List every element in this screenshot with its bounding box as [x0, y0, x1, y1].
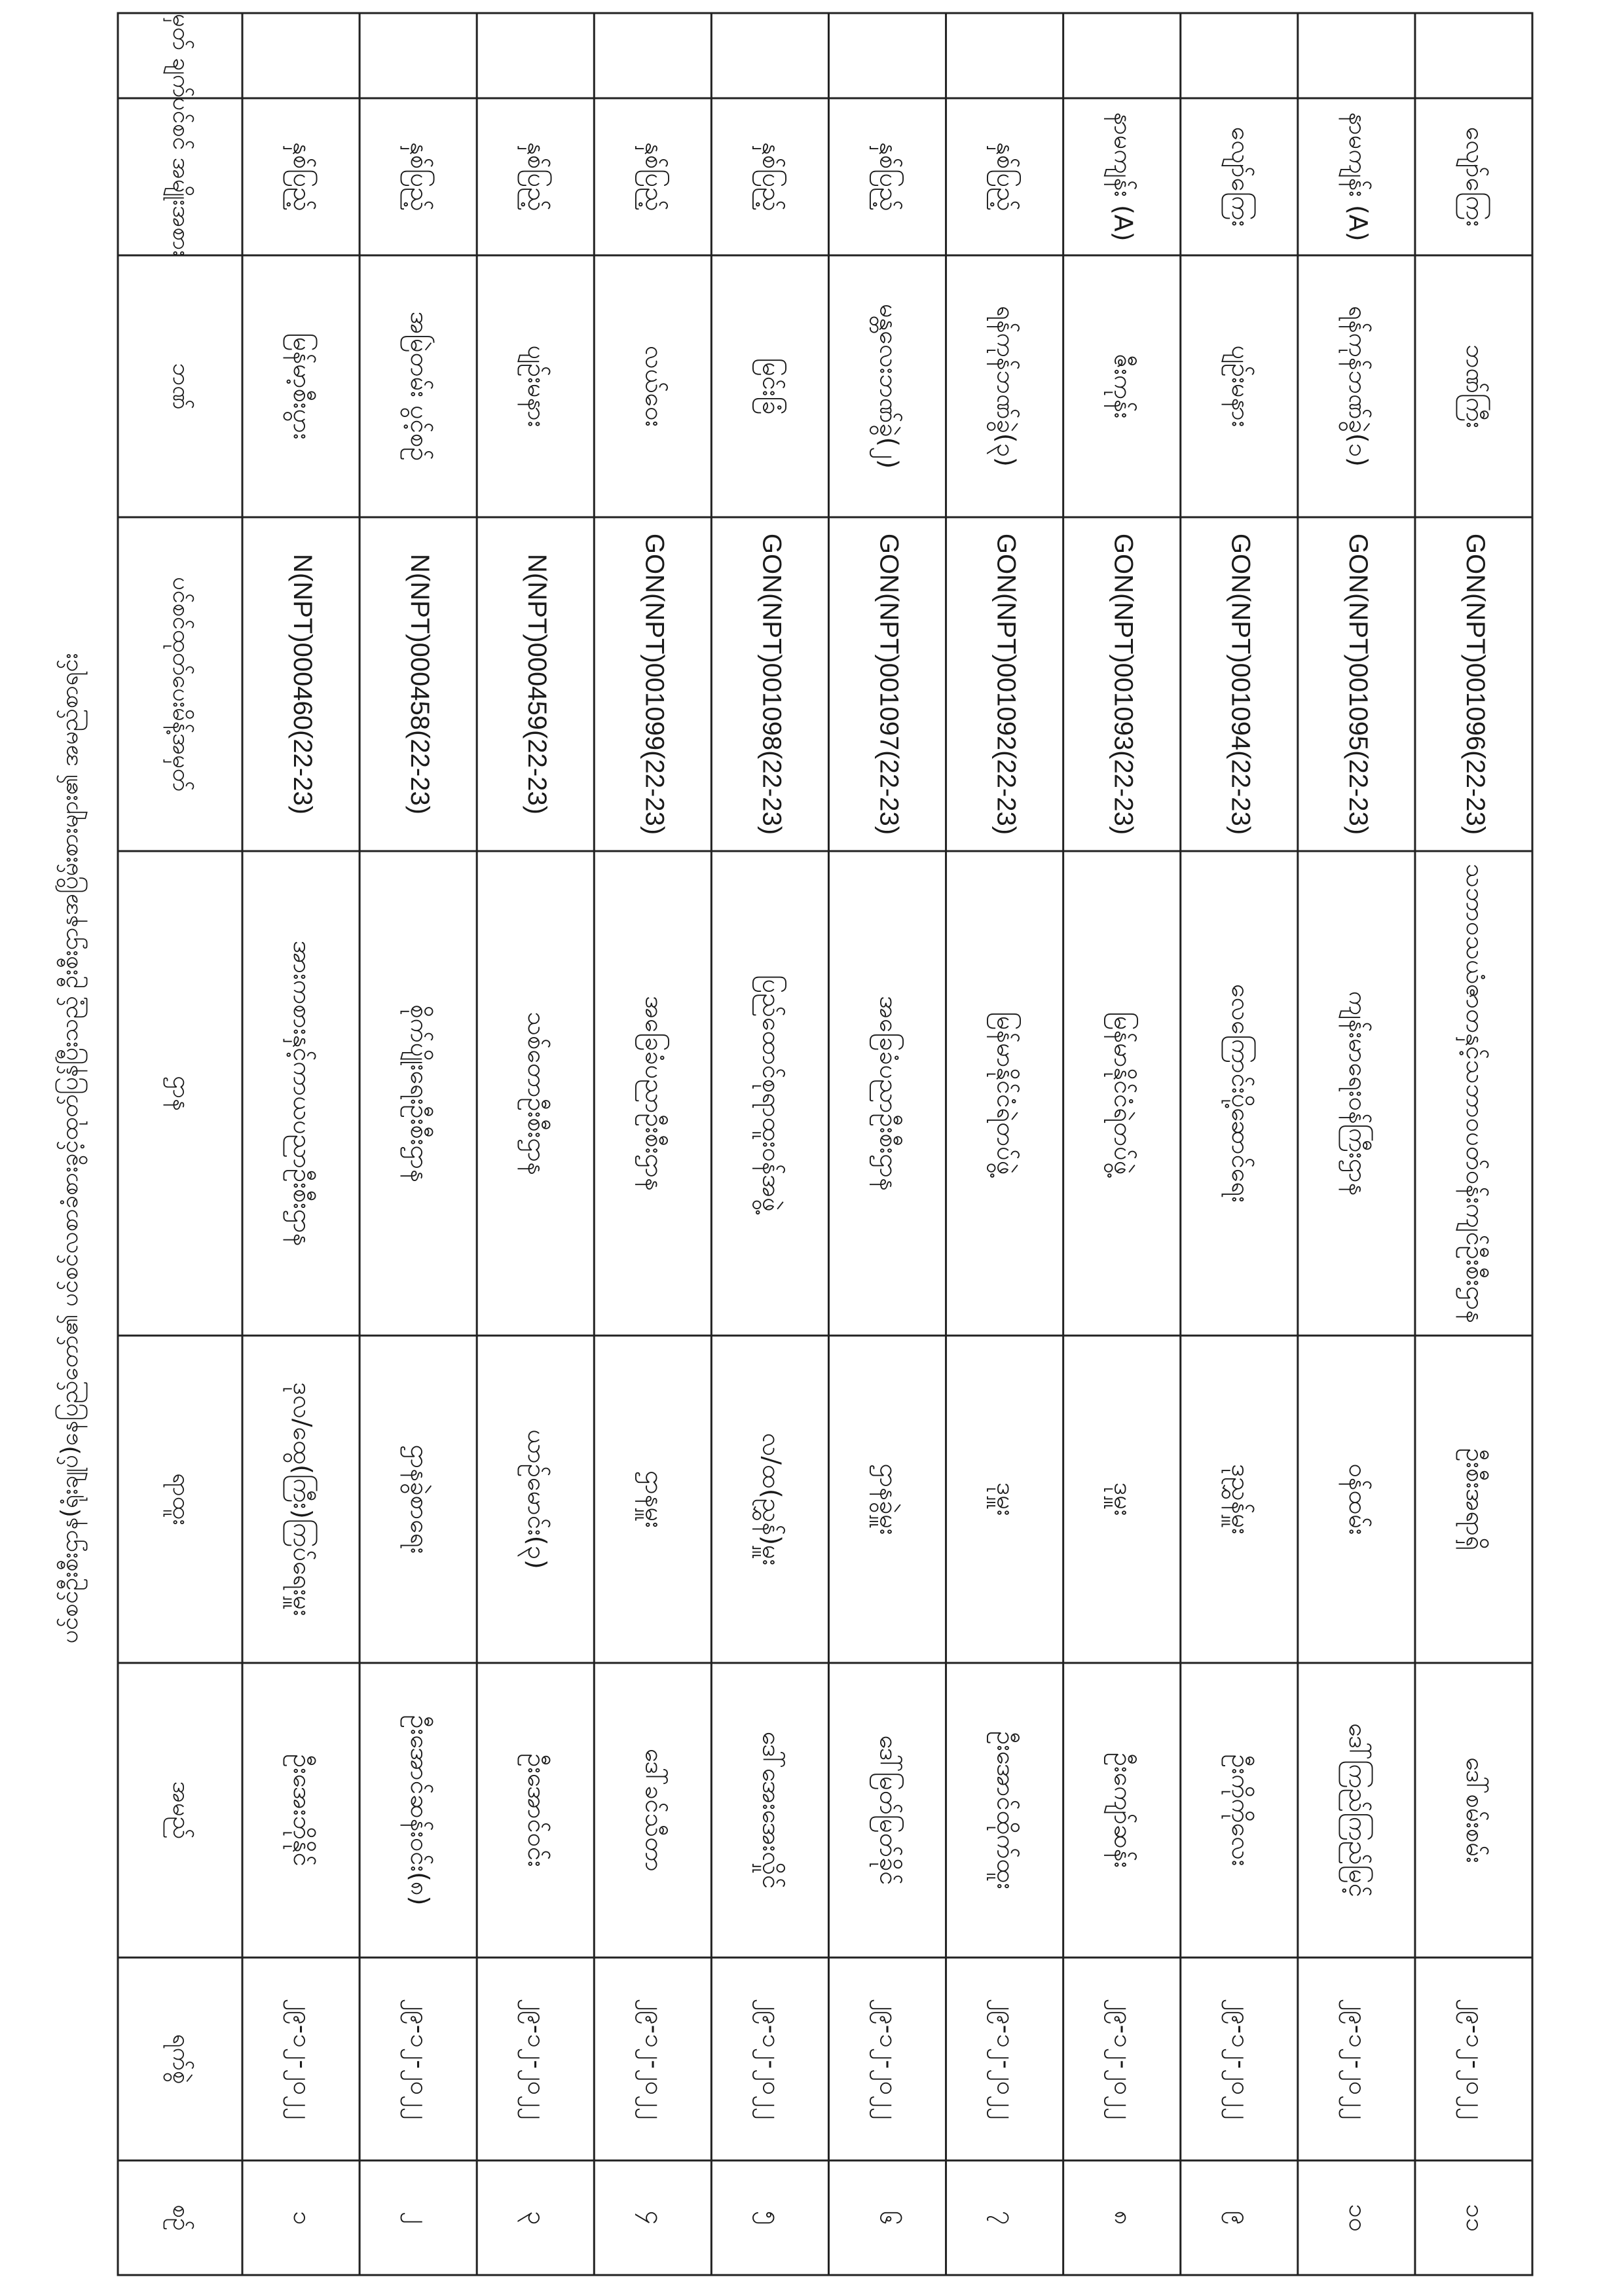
cell-name: ဦးအောင်ထိုက်ထူး: [991, 1731, 1021, 1889]
cell-pension-type: နာမကျန်း (A): [1109, 112, 1138, 242]
cell-pension-type: နှစ်ပြည့်: [640, 142, 669, 211]
cell-department: မြန်မာနိုင်ငံရဲတပ်ဖွဲ့: [991, 1011, 1021, 1175]
cell-department: ပြည်ထောင်စုရာထူးဝန်အဖွဲ့: [757, 975, 786, 1212]
cell-date: ၂၉-၁၂-၂၀၂၂: [1460, 1998, 1490, 2120]
cell-bank: မြင်းခြံ: [757, 357, 786, 415]
cell-order-no: GON(NPT)001097(22-23): [874, 533, 904, 835]
cell-pension-type: နာမကျန်း (A): [1343, 112, 1373, 242]
cell-pension-type: နှစ်ပြည့်: [523, 142, 552, 211]
cell-department: အခြေခံပညာဦးစီးဌာန: [874, 996, 904, 1191]
cell-bank: ရန်ကုန်ဘဏ်ခွဲ(၃): [991, 306, 1021, 467]
cell-position: ဌာနခွဲမှူး: [874, 1463, 904, 1535]
cell-department: ကျန်းမာရေးဝန်ကြီးဌာန: [1343, 991, 1373, 1196]
cell-serial-no: ၆: [874, 2210, 904, 2225]
header-name: အမည်: [168, 1781, 194, 1840]
cell-order-no: GON(NPT)001092(22-23): [991, 533, 1021, 835]
cell-serial-no: ၉: [1226, 2210, 1255, 2225]
cell-bank: လယ်ဝေး: [640, 345, 669, 428]
cell-position: ဝန်ထမ်း: [1343, 1463, 1373, 1535]
cell-department: သစ်တောဦးစီးဌာန: [523, 1011, 552, 1175]
cell-bank: ပျဉ်းမနား: [523, 345, 552, 428]
header-order-no: ပင်စင်ထုတ်ပေးမိန့်အမှတ်: [168, 577, 194, 792]
cell-date: ၂၉-၁၂-၂၀၂၂: [288, 1998, 318, 2120]
cell-department: အားကစားနှင့်ကာယပညာဦးစီးဌာန: [288, 940, 318, 1247]
cell-serial-no: ၈: [1109, 2210, 1138, 2225]
header-pension-type: ပင်စင် အမျိုးအစား: [168, 97, 194, 257]
cell-date: ၂၉-၁၂-၂၀၂၂: [757, 1998, 786, 2120]
cell-order-no: N(NPT)000458(22-23): [405, 554, 435, 814]
cell-department: မြန်မာနိုင်ငံရဲတပ်ဖွဲ့: [1109, 1011, 1138, 1175]
cell-order-no: GON(NPT)001093(22-23): [1109, 533, 1138, 835]
cell-pension-type: နှစ်ပြည့်: [991, 142, 1021, 211]
document-title: ပင်စင်ဦးစီးဌာန(ရုံးချုပ်)နေပြည်တော်၏ ပင်စင်လစာခံစားခွင့်ထုတ်ပြန်ပြီးသည့် ဦးစီးဌာနအပြိမ်းစားများ၏ အမည်စာရင်း: [56, 653, 83, 1644]
cell-pension-type: နှစ်ပြည့်: [757, 142, 786, 211]
cell-order-no: N(NPT)000460(22-23): [287, 554, 317, 814]
cell-name: ဒေါ်ခင်သီတာ: [640, 1749, 669, 1872]
cell-name: ဦးအေးဘိုနိုင်: [288, 1754, 318, 1867]
cell-pension-type: နှစ်ပြည့်: [874, 142, 904, 211]
header-date: ရက်စွဲ: [168, 2033, 194, 2085]
cell-department: အခြေခံပညာဦးစီးဌာန: [640, 996, 669, 1191]
cell-order-no: GON(NPT)001099(22-23): [640, 533, 669, 835]
cell-date: ၂၉-၁၂-၂၀၂၂: [1226, 1998, 1255, 2120]
header-position: ရာထူး: [168, 1473, 194, 1525]
cell-name: ဒေါ်စမ်းစမ်း: [1460, 1757, 1490, 1863]
cell-order-no: GON(NPT)001098(22-23): [757, 533, 786, 835]
cell-name: ဦးအောင်ဆန်းဝင်း(၈): [405, 1715, 435, 1906]
cell-position: ဒုမှူး: [1109, 1482, 1138, 1516]
cell-bank: ပျဉ်းမနား: [1226, 345, 1255, 428]
cell-serial-no: ၅: [757, 2210, 786, 2225]
cell-date: ၂၉-၁၂-၂၀၂၂: [874, 1998, 904, 2120]
cell-serial-no: ၁: [288, 2210, 318, 2225]
cell-position: ဌာနမှူး: [640, 1470, 669, 1528]
cell-bank: မန္တလေးဘဏ်ခွဲ(၂): [874, 304, 904, 469]
cell-order-no: GON(NPT)001096(22-23): [1460, 533, 1490, 835]
cell-position: ယာဉ်မောင်း(၃): [523, 1429, 552, 1569]
cell-name: ဒေါ်အေးအေးလှိုင်: [757, 1731, 786, 1889]
cell-pension-type: နှစ်ပြည့်: [288, 142, 318, 211]
cell-order-no: GON(NPT)001094(22-23): [1226, 533, 1255, 835]
cell-serial-no: ၇: [991, 2210, 1021, 2225]
cell-pension-type: လျော်ကြေး: [1460, 126, 1490, 227]
cell-date: ၂၉-၁၂-၂၀၂၂: [991, 1998, 1021, 2120]
cell-date: ၂၉-၁၂-၂၀၂၂: [1343, 1998, 1373, 2120]
cell-order-no: N(NPT)000459(22-23): [523, 554, 552, 814]
cell-date: ၂၉-၁၂-၂၀၂၂: [523, 1998, 552, 2120]
cell-department: သဘာဝသယံဇာတနှင့်သဘာဝပတ်ဝန်းကျင်ဦးစီးဌာန: [1460, 864, 1490, 1323]
header-department: ဌာန: [168, 1076, 194, 1111]
cell-name: ဦးကိုကိုလေး: [1226, 1754, 1255, 1867]
cell-serial-no: ၁၁: [1460, 2204, 1490, 2232]
cell-position: ဒုမှူး: [991, 1482, 1021, 1516]
cell-bank: အမြဲတမ်း ပွင့်စဉ်: [405, 311, 435, 462]
cell-serial-no: ၃: [523, 2210, 552, 2225]
cell-bank: ရန်ကုန်ဘဏ်ခွဲ(၁): [1343, 306, 1373, 467]
cell-serial-no: ၁၀: [1343, 2204, 1373, 2232]
cell-bank: မြန်မာ့စီးပွား: [288, 333, 318, 440]
cell-date: ၂၉-၁၂-၂၀၂၂: [405, 1998, 435, 2120]
cell-date: ၂၉-၁၂-၂၀၂၂: [640, 1998, 669, 2120]
cell-bank: ဇီးကုန်း: [1109, 354, 1138, 419]
cell-name: ဒေါ်မြတ်မြတ်ခိုင်: [874, 1735, 904, 1886]
cell-position: ဌာနခွဲစာရေး: [405, 1444, 435, 1554]
cell-date: ၂၉-၁၂-၂၀၂၂: [1109, 1998, 1138, 2120]
header-remark: မှတ် ချက်: [168, 13, 194, 98]
cell-position: ဒုညွှန်မှူး: [1226, 1464, 1255, 1535]
cell-bank: ဘဏ်ကြီး: [1460, 344, 1490, 429]
cell-position: လ/ထ(ညွှန်)မှူး: [757, 1432, 786, 1566]
header-bank: ဘဏ်: [168, 363, 194, 410]
header-serial-no: စဉ်: [168, 2204, 194, 2231]
cell-name: ဦးအောင်ဝင်း: [523, 1753, 552, 1867]
cell-position: ဒုလ/ထွေ(ကြီး)ကြပ်ရေးမှူး: [288, 1382, 318, 1616]
cell-department: စိုက်ပျိုးရေးဦးစီးဌာန: [405, 1004, 435, 1182]
cell-name: ဒေါ်ကြည်ကြည်မြင့်: [1343, 1723, 1373, 1897]
cell-serial-no: ၂: [405, 2212, 435, 2224]
cell-order-no: GON(NPT)001095(22-23): [1343, 533, 1373, 835]
cell-pension-type: နှစ်ပြည့်: [405, 142, 435, 211]
cell-position: ဦးစီးအရာရှိ: [1460, 1448, 1490, 1550]
cell-name: ဦးကျော်ဆန်း: [1109, 1752, 1138, 1868]
cell-serial-no: ၄: [640, 2210, 669, 2225]
cell-department: လေကြောင်းပို့ဆောင်ရေး: [1226, 984, 1255, 1203]
cell-pension-type: လျော်ကြေး: [1226, 126, 1255, 227]
